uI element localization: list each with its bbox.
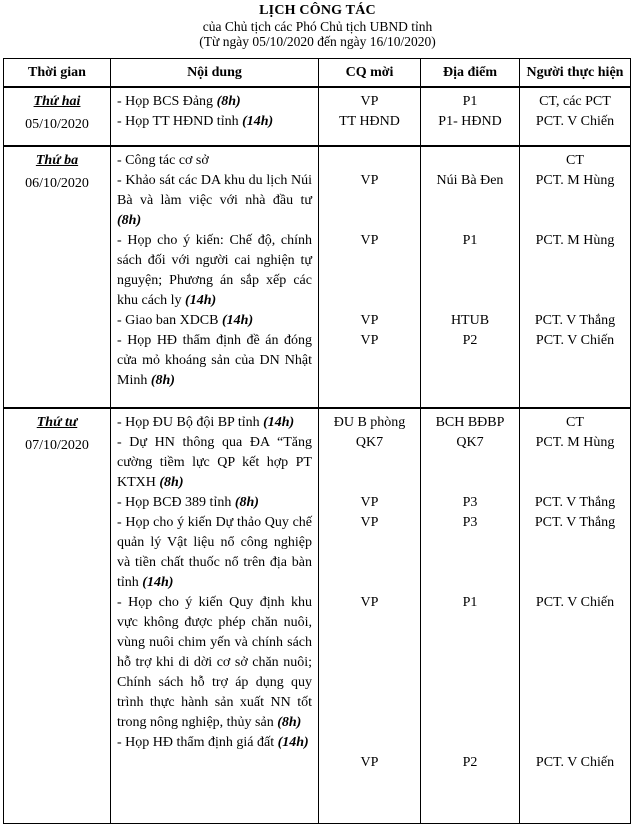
column-header-content: Nội dung [111,59,319,88]
day-cell [4,87,111,146]
place-cell: P1 P1- HĐND [421,87,520,146]
day-date: 05/10/2020 [25,117,89,132]
list-item: - Họp cho ý kiến: Chế độ, chính sách đối với người cai nghiện tự nguyện; Phương án sắp xếp các khu cách ly (14h) [117,233,312,308]
day-date: 06/10/2020 [25,176,89,191]
column-header-time: Thời gian [4,59,111,88]
place-cell: BCH BĐBP QK7 P3 P3 P1 P2 [421,408,520,824]
column-header-person: Người thực hiện [520,59,631,88]
list-item: - Khảo sát các DA khu du lịch Núi Bà và làm việc với nhà đầu tư (8h) [117,173,312,228]
day-name: Thứ hai [33,94,81,109]
document-header [0,3,635,49]
list-item: - Họp HĐ thẩm định giá đất (14h) [117,735,309,750]
schedule-table [3,58,631,824]
column-header-place: Địa điểm [421,59,520,88]
person-cell: CT, các PCT PCT. V Chiến [520,87,631,146]
table-header-row [4,59,631,88]
list-item: - Họp BCĐ 389 tỉnh (8h) [117,495,259,510]
list-item: - Giao ban XDCB (14h) [117,313,254,328]
day-name: Thứ tư [36,415,78,430]
list-item: - Công tác cơ sở [117,153,209,168]
person-cell: CT PCT. M Hùng PCT. V Thắng PCT. V Thắng PCT. V Chiến PCT. V Chiến [520,408,631,824]
day-date: 07/10/2020 [25,438,89,453]
table-row [4,408,631,824]
content-cell [111,146,319,408]
list-item: - Họp cho ý kiến Dự thảo Quy chế quản lý Vật liệu nổ công nghiệp và tiền chất thuốc nổ trên địa bàn tỉnh (14h) [117,515,312,590]
schedule-subtitle: của Chủ tịch các Phó Chủ tịch UBND tỉnh [202,19,433,34]
agency-cell: ĐU B phòng QK7 VP VP VP VP [319,408,421,824]
column-header-agency: CQ mời [319,59,421,88]
list-item: - Họp TT HĐND tỉnh (14h) [117,114,274,129]
list-item: - Họp HĐ thẩm định đề án đóng cửa mỏ khoáng sản của DN Nhật Minh (8h) [117,333,312,388]
table-row [4,146,631,408]
place-cell: Núi Bà Đen P1 HTUB P2 [421,146,520,408]
agency-cell: VP VP VP VP [319,146,421,408]
day-cell [4,146,111,408]
list-item: - Họp ĐU Bộ đội BP tỉnh (14h) [117,415,295,430]
schedule-title: LỊCH CÔNG TÁC [259,3,376,18]
day-name: Thứ ba [35,153,79,168]
table-row [4,87,631,146]
list-item: - Họp cho ý kiến Quy định khu vực không được phép chăn nuôi, vùng nuôi chim yến và chính sách hỗ trợ khi di dời cơ sở chăn nuôi; Chính sách hỗ trợ áp dụng quy trình thực hành sản xuất NN tốt trong nông nghiệp, thủy sản (8h) [117,595,312,730]
day-cell [4,408,111,824]
content-cell [111,408,319,824]
list-item: - Họp BCS Đảng (8h) [117,94,241,109]
list-item: - Dự HN thông qua ĐA “Tăng cường tiềm lực QP kết hợp PT KTXH (8h) [117,435,312,490]
schedule-date-range: (Từ ngày 05/10/2020 đến ngày 16/10/2020) [199,34,436,49]
person-cell: CT PCT. M Hùng PCT. M Hùng PCT. V Thắng PCT. V Chiến [520,146,631,408]
agency-cell: VP TT HĐND [319,87,421,146]
content-cell [111,87,319,146]
